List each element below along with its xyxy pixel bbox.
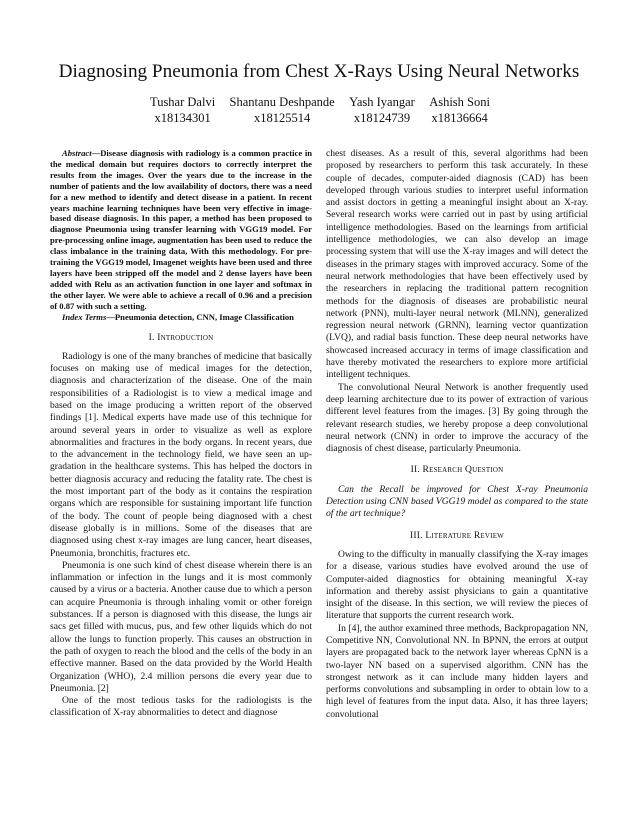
body-paragraph: chest diseases. As a result of this, several algorithms had been proposed by researchers to perform this task accurately. In these couple of decades, computer-aided diagnosis (CAD) has been developed through various studies to interpret useful information and assist doctors in getting a meaningful insight about an X-ray. Several research works were carried out in past by using artificial intelligence methodologies. Based on the learnings from artificial intelligence methodologies, we can also develop an image processing system that will use the X-ray images and will detect the diseases in the primary stages with improved accuracy. Some of the neural network methodologies that have been effectively used by the researchers in replacing the traditional pattern recognition methods for the diagnosis of diseases are probabilistic neural network (PNN), multi-layer neural network (MLNN), generalized regression neural network (GRNN), learning vector quantization (LVQ), and radial basis function. These deep neural networks have showcased increased accuracy in terms of image classification and have thereby motivated the researchers to explore more artificial intelligent techniques. bbox=[326, 148, 588, 381]
body-paragraph: In [4], the author examined three methods, Backpropagation NN, Competitive NN, Convolutional NN. In BPNN, the errors at output layers are propagated back to the network layer whereas CpNN is a two-layer NN based on a supervised algorithm. CNN has the strongest network as it can include many hidden layers and performs convolutions and subsampling in order to obtain low to a high level of features from the input data. Also, it has three layers; convolutional bbox=[326, 622, 588, 720]
index-terms-label: Index Terms bbox=[62, 311, 107, 322]
author-block bbox=[349, 95, 415, 126]
author-id: x18134301 bbox=[154, 110, 211, 125]
author-id: x18124739 bbox=[353, 110, 411, 125]
author-name: Tushar Dalvi bbox=[150, 95, 216, 109]
author-block bbox=[150, 95, 215, 126]
author-name: Ashish Soni bbox=[429, 95, 490, 109]
section-heading-literature-review: III. Literature Review bbox=[410, 529, 504, 541]
abstract-label: Abstract bbox=[62, 148, 92, 158]
section-heading-research-question: II. Research Question bbox=[410, 464, 504, 476]
right-column bbox=[326, 148, 588, 721]
author-id: x18136664 bbox=[431, 110, 488, 125]
paper-title: Diagnosing Pneumonia from Chest X-Rays Using Neural Networks bbox=[58, 61, 580, 82]
author-block bbox=[230, 95, 335, 126]
author-name: Yash Iyangar bbox=[349, 95, 415, 109]
index-terms-text: —Pneumonia detection, CNN, Image Classification bbox=[106, 311, 294, 322]
author-id: x18125514 bbox=[254, 110, 311, 125]
body-paragraph: Radiology is one of the many branches of medicine that basically focuses on making use of medical images for the detection, diagnosis and characterization of the disease. One of the main responsibilities of a Radiologist is to view a medical image and based on the image producing a written report of the observed findings [1]. Medical experts have made use of this technique for around several years in order to visualize as well as explore abnormalities and fractures in the body organs. In recent years, due to the advancement in the technology field, we have seen an up-gradation in the healthcare systems. This has helped the doctors in better diagnosis accuracy and reducing the fatality rate. The chest is the most important part of the body as it contains the respiration organs which are responsible for sustaining important life function of the body. The count of people being diagnosed with a chest disease globally is in millions. Some of the diseases that are diagnosed using chest x-ray images are lung cancer, heart diseases, Pneumonia, bronchitis, fractures etc. bbox=[50, 350, 312, 559]
research-question-text: Can the Recall be improved for Chest X-ray Pneumonia Detection using CNN based VGG19 model as compared to the state of the art technique? bbox=[326, 483, 588, 520]
left-column bbox=[50, 148, 312, 720]
abstract bbox=[50, 148, 312, 312]
author-name: Shantanu Deshpande bbox=[229, 95, 335, 109]
index-terms bbox=[50, 312, 312, 323]
abstract-text: —Disease diagnosis with radiology is a common practice in the medical domain but requires doctors to correctly interpret the results from the images. Over the years due to the increase in the number of patients and the low availability of doctors, there was a need for a new method to identify and detect disease in a patient. In recent years machine learning techniques have been very effective in image-based disease diagnosis. In this paper, a method has been proposed to diagnose Pneumonia using transfer learning with VGG19 model. For pre-processing online image, augmentation has been used to reduce the class imbalance in the training data, With this methodology. For pre-training the VGG19 model, Imagenet weights have been used and three layers have been stripped off the model and 2 dense layers have been added with Relu as an activation function in one layer and softmax in the other layer. We were able to achieve a recall of 0.96 and a precision of 0.87 with such a setting. bbox=[50, 148, 312, 311]
author-list bbox=[150, 95, 490, 126]
body-paragraph: The convolutional Neural Network is another frequently used deep learning architecture due to its power of extraction of various different level features from the images. [3] By going through the relevant research studies, we hereby propose a deep convolutional neural network (CNN) in order to improve the accuracy of the diagnosis of chest disease, particularly Pneumonia. bbox=[326, 381, 588, 455]
author-block bbox=[429, 95, 490, 126]
body-paragraph: One of the most tedious tasks for the radiologists is the classification of X-ray abnormalities to detect and diagnose bbox=[50, 695, 312, 719]
section-heading-introduction: I. Introduction bbox=[148, 331, 214, 343]
body-paragraph: Pneumonia is one such kind of chest disease wherein there is an inflammation or infection in the lungs and it is most commonly caused by a virus or a bacteria. Another cause due to which a person can acquire Pneumonia is through inhaling vomit or other foreign substances. If a person is diagnosed with this disease, the lungs air sacs get filled with mucus, pus, and few other liquids which do not allow the lungs to function properly. This causes an obstruction in the path of oxygen to reach the blood and the cells of the body in an effective manner. Based on the data provided by the World Health Organization (WHO), 2.4 million persons die every year due to Pneumonia. [2] bbox=[50, 559, 312, 694]
body-paragraph: Owing to the difficulty in manually classifying the X-ray images for a disease, various studies have evolved around the use of Computer-aided diagnostics for obtaining meaningful X-ray information and thereby assist physicians to gain a quantitative insight of the disease. In this section, we will review the pieces of literature that supports the current research work. bbox=[326, 548, 588, 622]
